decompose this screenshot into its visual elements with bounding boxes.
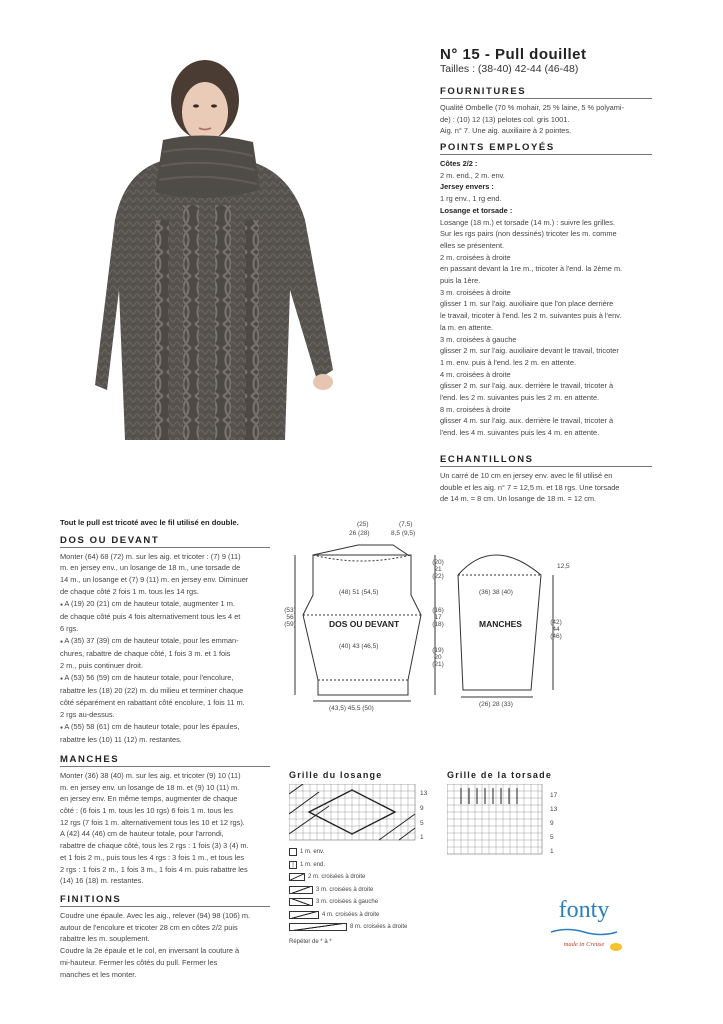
cross-3-left-symbol xyxy=(289,898,313,906)
text-line: rabattre les (10) 11 (12) m. restantes. xyxy=(60,735,182,745)
dim-bottom: (43,5) 45,5 (50) xyxy=(329,705,374,712)
text-line xyxy=(60,635,270,649)
text-line: Sur les rgs pairs (non dessinés) tricoter les m. comme xyxy=(440,229,617,239)
bullet-icon: ● xyxy=(60,601,65,608)
text-line: 8 m. croisées à droite xyxy=(440,404,511,414)
dim-arm-low: (19) 20 (21) xyxy=(432,647,444,668)
text-line: le travail, tricoter à l'end. les 2 m. suivantes puis à l'env. xyxy=(440,311,622,321)
legend-item xyxy=(289,846,449,859)
losange-row-5: 5 xyxy=(420,820,424,827)
text-line: rabattre les m. souplement. xyxy=(60,934,150,944)
text-line: (14) 16 (18) m. restantes. xyxy=(60,876,144,886)
dim-shoulder: (7,5) xyxy=(399,521,413,528)
text-line: m. en jersey env. un losange de 18 m. et (9) 10 (11) m. xyxy=(60,782,240,792)
text-line: elles se présentent. xyxy=(440,240,505,250)
text-line xyxy=(60,598,270,612)
points-heading: POINTS EMPLOYÉS xyxy=(440,142,652,155)
text-line: Monter (64) 68 (72) m. sur les aig. et tricoter : (7) 9 (11) xyxy=(60,551,241,561)
bullet-text: A (19) 20 (21) cm de hauteur totale, augmenter 1 m. xyxy=(64,598,235,608)
manches-label: MANCHES xyxy=(479,619,522,629)
echantillons-text xyxy=(440,470,652,505)
dos-text xyxy=(60,551,270,746)
finitions-heading: FINITIONS xyxy=(60,894,270,907)
torsade-grid-title: Grille de la torsade xyxy=(447,770,553,780)
torsade-row-1: 1 xyxy=(550,848,554,855)
points-text xyxy=(440,158,652,439)
legend-label: 2 m. croisées à droite xyxy=(308,874,366,881)
text-line: 2 rgs au-dessus. xyxy=(60,709,115,719)
schema-diagram xyxy=(283,515,583,745)
sheep-icon xyxy=(608,942,624,952)
legend-label: 3 m. croisées à droite xyxy=(316,886,374,893)
torsade-row-9: 9 xyxy=(550,820,554,827)
cross-2-right-symbol xyxy=(289,873,305,881)
legend-label: 1 m. env. xyxy=(300,849,325,856)
end-symbol: | xyxy=(289,861,297,869)
legend-label: 4 m. croisées à droite xyxy=(322,911,380,918)
manches-text xyxy=(60,770,270,887)
text-line: glisser 2 m. sur l'aig. aux. derrière le travail, tricoter à xyxy=(440,381,614,391)
legend-item xyxy=(289,884,449,897)
text-line: de) : (10) 12 (13) pelotes col. gris 1001. xyxy=(440,114,570,124)
text-line: de chaque côté 2 fois 1 m. tous les 14 rgs. xyxy=(60,586,199,596)
text-line: manches et les monter. xyxy=(60,969,137,979)
text-line: puis la 1ère. xyxy=(440,276,481,286)
dim-top-2: 26 (28) xyxy=(349,530,370,537)
losange-grid-title: Grille du losange xyxy=(289,770,383,780)
text-line: 2 m., puis continuer droit. xyxy=(60,661,143,671)
text-line: 2 rgs : 1 fois 2 m., 1 fois 3 m., 1 fois 4 m. puis rabattre les xyxy=(60,864,248,874)
text-line: 2 m. end., 2 m. env. xyxy=(440,170,505,180)
dim-top: (25) xyxy=(357,521,369,528)
brand-wave-icon xyxy=(549,927,619,937)
text-line: m. en jersey env., un losange de 18 m., une torsade de xyxy=(60,563,241,573)
losange-row-13: 13 xyxy=(420,790,428,797)
cross-3-right-symbol xyxy=(289,886,313,894)
text-line xyxy=(60,721,270,735)
fournitures-heading: FOURNITURES xyxy=(440,86,652,99)
legend-item xyxy=(289,896,449,909)
legend-label: 3 m. croisées à gauche xyxy=(316,899,379,906)
text-line: l'end. les 2 m. suivantes puis les 2 m. en attente. xyxy=(440,393,600,403)
dos-heading: DOS OU DEVANT xyxy=(60,535,270,548)
text-line: glisser 1 m. sur l'aig. auxiliaire que l'on place derrière xyxy=(440,299,614,309)
dim-sleeve-cap: 12,5 xyxy=(557,563,570,570)
sweater-photo xyxy=(95,60,335,440)
torsade-grid xyxy=(447,784,547,860)
bullet-text: A (55) 58 (61) cm de hauteur totale, pour les épaules, xyxy=(64,721,240,731)
brand-tagline: made in Creuse xyxy=(563,941,605,948)
sizes-line: Tailles : (38-40) 42-44 (46-48) xyxy=(440,63,579,75)
dim-arm-top: (20) 21 (22) xyxy=(432,559,444,580)
fournitures-text xyxy=(440,102,652,137)
text-line: en jersey env. En même temps, augmenter de chaque xyxy=(60,794,238,804)
text-line: en passant devant la 1re m., tricoter à l'end. la 2ème m. xyxy=(440,264,623,274)
torsade-row-13: 13 xyxy=(550,806,558,813)
text-line: 1 m. env. puis à l'end. les 2 m. en attente. xyxy=(440,357,577,367)
torsade-row-17: 17 xyxy=(550,792,558,799)
text-line xyxy=(60,672,270,686)
finitions-text xyxy=(60,910,270,980)
text-line: la m. en attente. xyxy=(440,322,493,332)
legend xyxy=(289,846,449,948)
dim-chest: (48) 51 (54,5) xyxy=(339,589,379,596)
dim-shoulder-2: 8,5 (9,5) xyxy=(391,530,416,537)
pattern-title: N° 15 - Pull douillet xyxy=(440,46,587,63)
text-line: 14 m., un losange et (7) 9 (11) m. en jersey env. Diminuer xyxy=(60,575,249,585)
text-line: glisser 4 m. sur l'aig. aux. derrière le travail, tricoter à xyxy=(440,416,614,426)
text-line: 4 m. croisées à droite xyxy=(440,369,511,379)
text-line: Coudre la 2e épaule et le col, en inversant la couture à xyxy=(60,946,240,956)
bullet-icon: ● xyxy=(60,675,65,682)
legend-item xyxy=(289,859,449,872)
brand-logo xyxy=(544,898,624,948)
text-line: double et les aig. n° 7 = 12,5 m. et 18 rgs. Une torsade xyxy=(440,482,620,492)
text-line: rabattre les (18) 20 (22) m. du milieu et terminer chaque xyxy=(60,686,244,696)
text-line: 2 m. croisées à droite xyxy=(440,252,511,262)
text-line: de 14 m. = 8 cm. Un losange de 18 m. = 12 cm. xyxy=(440,494,597,504)
cross-4-right-symbol xyxy=(289,911,319,919)
legend-item xyxy=(289,909,449,922)
torsade-row-5: 5 xyxy=(550,834,554,841)
text-line: rabattre de chaque côté, tous les 2 rgs : 1 fois (3) 3 (4) m. xyxy=(60,841,249,851)
bullet-icon: ● xyxy=(60,638,65,645)
text-line: Losange (18 m.) et torsade (14 m.) : suivre les grilles. xyxy=(440,217,615,227)
text-line: l'end. les 4 m. suivantes puis les 4 m. en attente. xyxy=(440,428,600,438)
text-line: de chaque côté puis 4 fois alternativement tous les 4 et xyxy=(60,612,241,622)
echantillons-heading: ECHANTILLONS xyxy=(440,454,652,467)
legend-item xyxy=(289,871,449,884)
bullet-text: A (35) 37 (39) cm de hauteur totale, pour les emman- xyxy=(64,635,239,645)
dim-waist: (40) 43 (46,5) xyxy=(339,643,379,650)
text-line: 3 m. croisées à droite xyxy=(440,287,511,297)
bullet-icon: ● xyxy=(60,724,65,731)
dim-sleeve-upper: (36) 38 (40) xyxy=(479,589,513,596)
text-line: Monter (36) 38 (40) m. sur les aig. et tricoter (9) 10 (11) xyxy=(60,770,241,780)
text-line: Coudre une épaule. Avec les aig., relever (94) 98 (106) m. xyxy=(60,910,251,920)
text-line: A (42) 44 (46) cm de hauteur totale, pour l'arrondi, xyxy=(60,829,224,839)
bullet-text: A (53) 56 (59) cm de hauteur totale, pour l'encolure, xyxy=(64,672,234,682)
text-line: Jersey envers : xyxy=(440,182,494,192)
text-line: 1 rg env., 1 rg end. xyxy=(440,194,502,204)
dim-sleeve-len: (42) 44 (46) xyxy=(550,619,562,640)
env-symbol xyxy=(289,848,297,856)
text-line: glisser 2 m. sur l'aig. auxiliaire devant le travail, tricoter xyxy=(440,346,619,356)
text-line: côté : (6 fois 1 m. tous les 10 rgs) 6 fois 1 m. tous les xyxy=(60,806,233,816)
losange-row-9: 9 xyxy=(420,805,424,812)
legend-label: 1 m. end. xyxy=(300,861,326,868)
dim-height: (53) 56 (59) xyxy=(284,607,296,628)
text-line: Côtes 2/2 : xyxy=(440,159,478,168)
repeat-note: Répéter de * à * xyxy=(289,938,332,945)
text-line: Un carré de 10 cm en jersey env. avec le fil utilisé en xyxy=(440,471,613,480)
text-line: Losange et torsade : xyxy=(440,205,513,215)
legend-item xyxy=(289,921,449,934)
losange-row-1: 1 xyxy=(420,834,424,841)
manches-heading: MANCHES xyxy=(60,754,270,767)
text-line: Qualité Ombelle (70 % mohair, 25 % laine, 5 % polyami- xyxy=(440,103,625,112)
text-line: et 1 fois 2 m., puis tous les 4 rgs : 3 fois 1 m., et tous les xyxy=(60,852,245,862)
dim-sleeve-cuff: (26) 28 (33) xyxy=(479,701,513,708)
intro-text: Tout le pull est tricoté avec le fil utilisé en double. xyxy=(60,518,239,527)
text-line: mi-hauteur. Fermer les côtés du pull. Fermer les xyxy=(60,957,218,967)
text-line: chures, rabattre de chaque côté, 1 fois 3 m. et 1 fois xyxy=(60,649,231,659)
brand-name: fonty xyxy=(558,897,610,923)
losange-grid xyxy=(289,784,429,848)
dos-label: DOS OU DEVANT xyxy=(329,619,400,629)
text-line: 3 m. croisées à gauche xyxy=(440,334,517,344)
text-line: 12 rgs (7 fois 1 m. alternativement tous les 10 et 12 rgs). xyxy=(60,817,245,827)
text-line: Aig. n° 7. Une aig. auxiliaire à 2 pointes. xyxy=(440,126,572,136)
text-line: 6 rgs. xyxy=(60,623,79,633)
text-line: côté séparément en rabattant côté encolure, 1 fois 11 m. xyxy=(60,698,245,708)
cross-8-right-symbol xyxy=(289,923,347,931)
legend-label: 8 m. croisées à droite xyxy=(350,924,408,931)
dim-arm-mid: (16) 17 (18) xyxy=(432,607,444,628)
text-line: autour de l'encolure et tricoter 28 cm en côtes 2/2 puis xyxy=(60,922,238,932)
